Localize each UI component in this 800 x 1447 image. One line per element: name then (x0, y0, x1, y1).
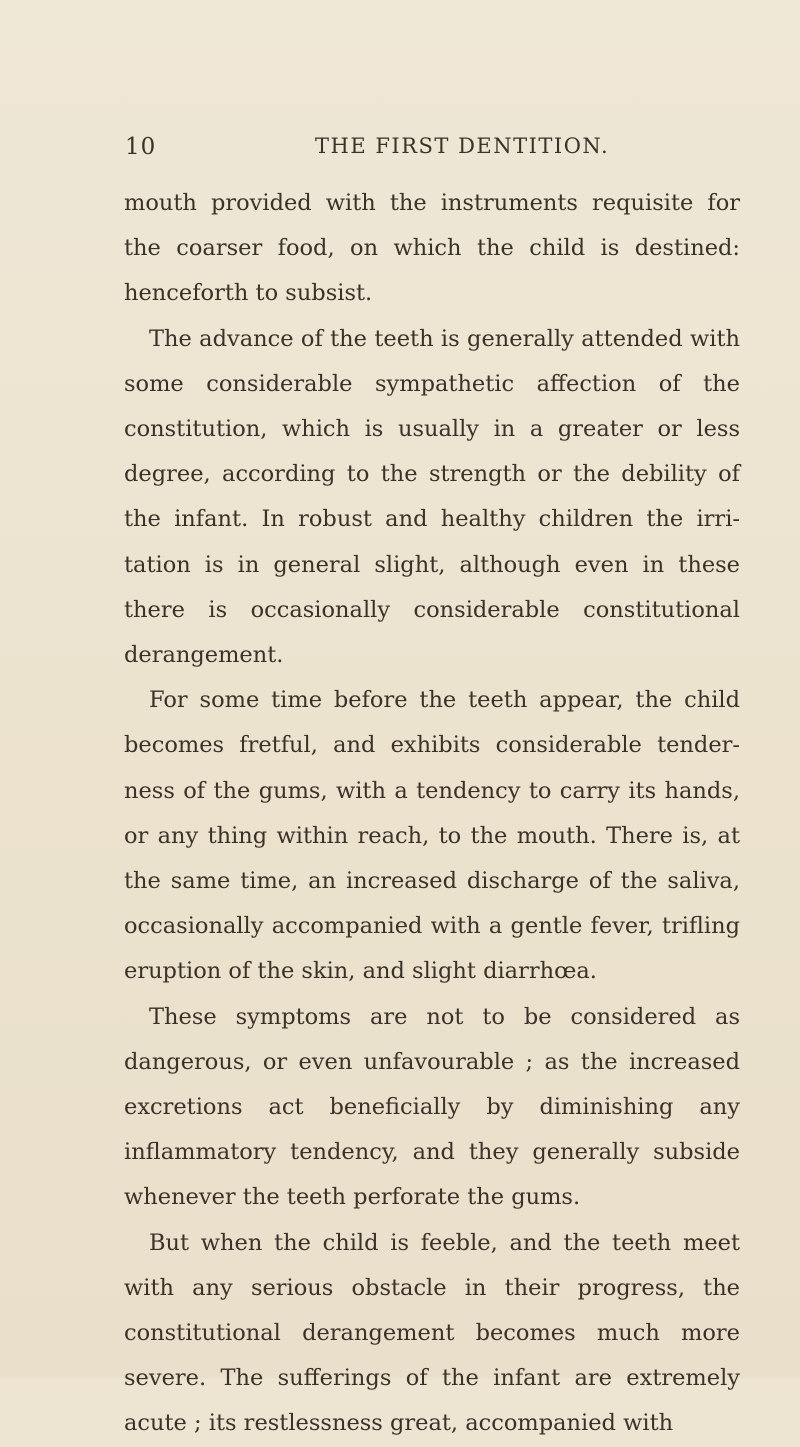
paragraph-not-dangerous: These symptoms are not to be considered as dangerous, or even unfavourable ; as the increased excretions act beneficially by diminishing any inflammatory tendency, and they generally subside whenever the teeth perforate the gums. (124, 1003, 740, 1211)
paragraph-early-symptoms: For some time before the teeth appear, the child becomes fretful, and exhibits considerable tenderness of the gums, with a tendency to carry its hands, or any thing within reach, to the mouth. There is, at the same time, an increased discharge of the saliva, occasionally accompanied with a gentle fever, trifling eruption of the skin, and slight diarrhœa. (124, 687, 740, 985)
page-number: 10 (125, 134, 157, 160)
body-text (124, 181, 740, 1447)
paragraph-feeble-child: But when the child is feeble, and the teeth meet with any serious obstacle in their progress, the constitutional derangement becomes much more severe. The sufferings of the infant are extremely acute ; its restlessness great, accompanied with (124, 1229, 740, 1437)
running-title: THE FIRST DENTITION. (315, 134, 610, 158)
paragraph-continuation: mouth provided with the instruments requisite for the coarser food, on which the child is destined: henceforth to subsist. (124, 190, 740, 307)
paragraph-sympathetic-affection: The advance of the teeth is generally attended with some considerable sympathetic affection of the constitution, which is usually in a greater or less degree, according to the strength or the debility of the infant. In robust and healthy children the irritation is in general slight, although even in these there is occasionally considerable constitutional derangement. (124, 325, 740, 669)
page-header (125, 134, 740, 164)
